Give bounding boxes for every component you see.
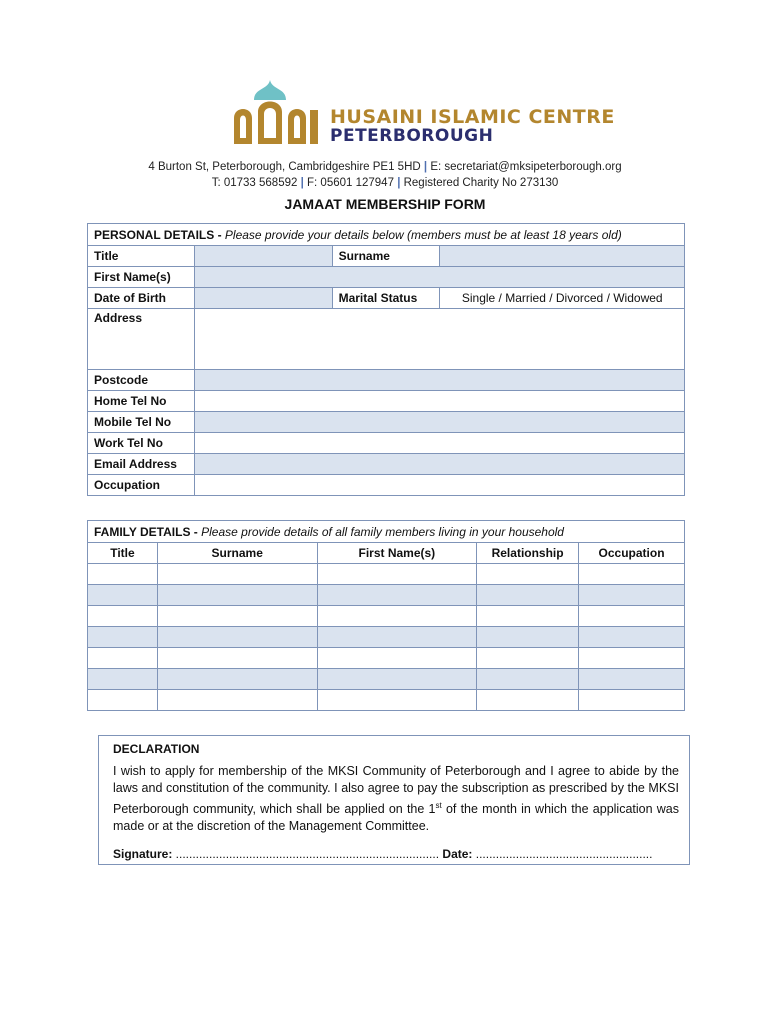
surname-label: Surname [332, 246, 440, 267]
title-label: Title [88, 246, 195, 267]
family-details-heading: FAMILY DETAILS - Please provide details of all family members living in your household [88, 521, 685, 543]
mobile-tel-label: Mobile Tel No [88, 412, 195, 433]
postcode-field[interactable] [194, 370, 684, 391]
family-cell[interactable] [477, 564, 579, 585]
form-title: JAMAAT MEMBERSHIP FORM [284, 196, 486, 212]
separator: | [423, 161, 428, 173]
column-header-relationship: Relationship [477, 543, 579, 564]
family-cell[interactable] [317, 669, 477, 690]
org-name-line2: PETERBOROUGH [330, 126, 494, 146]
family-cell[interactable] [157, 585, 317, 606]
signature-field[interactable]: ............................................................................... [172, 847, 443, 861]
family-cell[interactable] [477, 648, 579, 669]
postcode-label: Postcode [88, 370, 195, 391]
family-cell[interactable] [317, 627, 477, 648]
family-cell[interactable] [317, 648, 477, 669]
address-text: 4 Burton St, Peterborough, Cambridgeshire PE1 5HD [148, 161, 421, 173]
family-cell[interactable] [477, 585, 579, 606]
family-cell[interactable] [579, 669, 685, 690]
surname-field[interactable] [440, 246, 685, 267]
table-row [88, 690, 685, 711]
signature-label: Signature: [113, 847, 173, 861]
family-cell[interactable] [157, 669, 317, 690]
signature-line [113, 847, 652, 861]
marital-status-options[interactable]: Single / Married / Divorced / Widowed [440, 288, 685, 309]
first-names-field[interactable] [194, 267, 684, 288]
fax-text: F: 05601 127947 [307, 177, 394, 189]
dob-label: Date of Birth [88, 288, 195, 309]
date-label: Date: [442, 847, 473, 861]
family-cell[interactable] [157, 564, 317, 585]
mobile-tel-field[interactable] [194, 412, 684, 433]
family-cell[interactable] [317, 606, 477, 627]
occupation-label: Occupation [88, 475, 195, 496]
personal-details-heading: PERSONAL DETAILS - Please provide your details below (members must be at least 18 years old) [88, 224, 685, 246]
family-cell[interactable] [88, 564, 158, 585]
family-cell[interactable] [157, 648, 317, 669]
table-row [88, 627, 685, 648]
address-label: Address [88, 309, 195, 370]
email-field[interactable] [194, 454, 684, 475]
column-header-title: Title [88, 543, 158, 564]
family-cell[interactable] [579, 564, 685, 585]
occupation-field[interactable] [194, 475, 684, 496]
family-cell[interactable] [317, 690, 477, 711]
family-cell[interactable] [317, 564, 477, 585]
column-header-occupation: Occupation [579, 543, 685, 564]
family-cell[interactable] [579, 648, 685, 669]
declaration-box [98, 735, 690, 865]
separator: | [397, 177, 401, 189]
family-cell[interactable] [88, 627, 158, 648]
table-row [88, 606, 685, 627]
family-cell[interactable] [317, 585, 477, 606]
family-cell[interactable] [477, 690, 579, 711]
family-cell[interactable] [579, 627, 685, 648]
dob-field[interactable] [194, 288, 332, 309]
charity-text: Registered Charity No 273130 [403, 177, 559, 189]
org-logo [232, 80, 615, 150]
date-field[interactable]: ..................................................... [472, 847, 653, 861]
declaration-title: DECLARATION [113, 742, 200, 756]
family-cell[interactable] [579, 690, 685, 711]
home-tel-field[interactable] [194, 391, 684, 412]
family-cell[interactable] [477, 669, 579, 690]
table-row [88, 648, 685, 669]
family-cell[interactable] [157, 606, 317, 627]
phone-text: T: 01733 568592 [211, 177, 298, 189]
separator: | [300, 177, 304, 189]
title-field[interactable] [194, 246, 332, 267]
work-tel-field[interactable] [194, 433, 684, 454]
family-cell[interactable] [477, 627, 579, 648]
family-details-table [87, 520, 685, 711]
family-cell[interactable] [88, 648, 158, 669]
work-tel-label: Work Tel No [88, 433, 195, 454]
marital-status-label: Marital Status [332, 288, 440, 309]
home-tel-label: Home Tel No [88, 391, 195, 412]
family-cell[interactable] [157, 627, 317, 648]
contact-line-2 [0, 177, 770, 189]
email-text: E: secretariat@mksipeterborough.org [430, 161, 622, 173]
family-cell[interactable] [88, 690, 158, 711]
family-cell[interactable] [88, 585, 158, 606]
mosque-logo-icon [232, 80, 332, 150]
family-cell[interactable] [579, 606, 685, 627]
table-row [88, 564, 685, 585]
column-header-surname: Surname [157, 543, 317, 564]
declaration-text: I wish to apply for membership of the MKSI Community of Peterborough and I agree to abide by the laws and constitution of the community. I also agree to pay the subscription as prescribed by the MKSI Peterborough community, which shall be applied on the 1st of the month in which the application was made or at the discretion of the Management Committee. [113, 764, 679, 834]
first-names-label: First Name(s) [88, 267, 195, 288]
address-field[interactable] [194, 309, 684, 370]
org-name-line1: HUSAINI ISLAMIC CENTRE [330, 106, 615, 128]
email-label: Email Address [88, 454, 195, 475]
contact-line-1 [0, 161, 770, 173]
family-cell[interactable] [88, 669, 158, 690]
family-cell[interactable] [88, 606, 158, 627]
table-row [88, 669, 685, 690]
personal-details-table [87, 223, 685, 496]
family-cell[interactable] [157, 690, 317, 711]
table-row [88, 585, 685, 606]
family-cell[interactable] [579, 585, 685, 606]
column-header-first-names: First Name(s) [317, 543, 477, 564]
family-cell[interactable] [477, 606, 579, 627]
